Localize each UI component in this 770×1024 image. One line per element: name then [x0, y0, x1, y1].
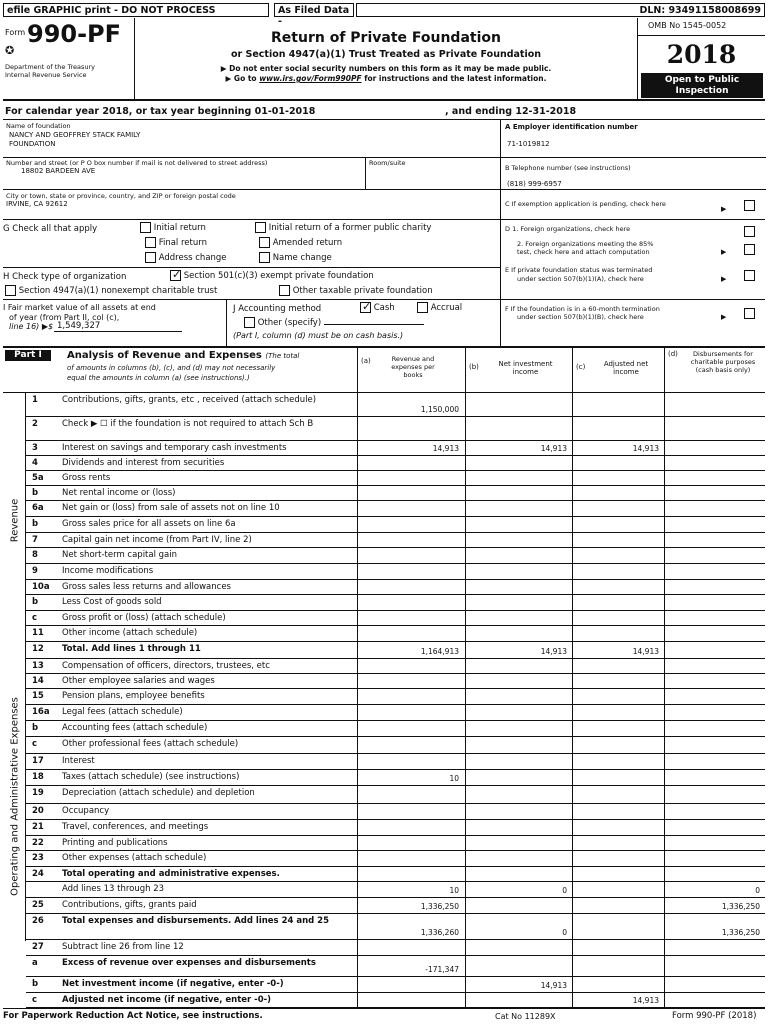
final-return[interactable]: Final return [145, 237, 207, 248]
row-number: 21 [32, 822, 44, 832]
row-label: Contributions, gifts, grants paid [62, 900, 197, 910]
city-address: IRVINE, CA 92612 [6, 200, 68, 208]
cell-col-d: 0 [755, 886, 760, 895]
initial-former[interactable]: Initial return of a former public charity [255, 222, 431, 233]
table-row [26, 611, 765, 626]
fmv-label-3: line 16) ▶$ [9, 322, 54, 331]
room-label: Room/suite [365, 157, 409, 189]
table-row [26, 501, 765, 517]
tax-year-line: For calendar year 2018, or tax year beginning 01-01-2018 [5, 106, 316, 117]
f-checkbox[interactable] [744, 308, 755, 319]
row-number: c [32, 613, 38, 623]
arrow-icon: ▶ [721, 313, 727, 321]
row-label: Other professional fees (attach schedule) [62, 739, 239, 749]
row-number: a [32, 958, 38, 968]
part-title: Analysis of Revenue and Expenses (The total [67, 350, 300, 361]
dept-treasury: Department of the Treasury [5, 63, 96, 71]
ssn-note: ▶ Do not enter social security numbers on this form as it may be made public. [220, 64, 552, 73]
row-number: 14 [32, 676, 44, 686]
city-label: City or town, state or province, country, and ZIP or foreign postal code [6, 192, 236, 200]
table-row [26, 417, 765, 441]
address-change-checkbox[interactable] [145, 252, 156, 263]
address-change[interactable]: Address change [145, 252, 227, 263]
expenses-side-label: Operating and Administrative Expenses [9, 697, 21, 896]
other-checkbox[interactable] [244, 317, 255, 328]
table-row [26, 940, 765, 956]
row-number: b [32, 519, 39, 529]
name-change[interactable]: Name change [259, 252, 332, 263]
row-number: 10a [32, 582, 50, 592]
footer-notice: For Paperwork Reduction Act Notice, see instructions. [3, 1011, 263, 1021]
table-row [26, 580, 765, 595]
cell-col-a: 1,164,913 [420, 647, 459, 656]
row-number: 22 [32, 838, 44, 848]
row-number: 18 [32, 772, 44, 782]
row-label: Net investment income (if negative, enter -0-) [62, 979, 284, 989]
exemption-checkbox[interactable] [744, 200, 755, 211]
row-label: Pension plans, employee benefits [62, 691, 205, 701]
cell-col-c: 14,913 [632, 996, 659, 1005]
inspection-badge: Open to Public Inspection [641, 73, 763, 98]
arrow-icon: ▶ [721, 205, 727, 213]
initial-return-checkbox[interactable] [140, 222, 151, 233]
cell-col-d: 1,336,250 [721, 902, 760, 911]
expenses-side [3, 659, 26, 941]
table-row [26, 456, 765, 471]
form-number: 990-PF [27, 20, 122, 48]
street-label: Number and street (or P O box number if mail is not delivered to street address) [6, 159, 268, 167]
arrow-icon: ▶ [721, 275, 727, 283]
row-label: Subtract line 26 from line 12 [62, 942, 184, 952]
table-row [26, 517, 765, 533]
table-row [26, 548, 765, 564]
final-return-checkbox[interactable] [145, 237, 156, 248]
initial-return[interactable]: Initial return [140, 222, 206, 233]
table-row [26, 737, 765, 754]
table-row [26, 993, 765, 1008]
table-row [26, 820, 765, 836]
form-title: Return of Private Foundation [271, 30, 501, 46]
revenue-side [3, 393, 26, 659]
other-option[interactable]: Other (specify) [244, 317, 424, 328]
cell-col-d: 1,336,250 [721, 928, 760, 937]
cell-col-a: 10 [449, 886, 459, 895]
table-row [26, 595, 765, 611]
instructions-note: ▶ Go to www.irs.gov/Form990PF for instructions and the latest information. [225, 74, 547, 83]
row-number: 23 [32, 853, 44, 863]
d-e-block [500, 220, 765, 300]
j-label: J Accounting method [233, 304, 322, 314]
col-c-header: (c) Adjusted net income [572, 348, 664, 392]
row-label: Gross rents [62, 473, 111, 483]
h-501c3-checkbox[interactable] [170, 270, 181, 281]
h-other[interactable]: Other taxable private foundation [279, 285, 433, 296]
cell-col-a: 14,913 [432, 444, 459, 453]
form-prefix: Form [5, 28, 26, 37]
efile-banner: efile GRAPHIC print - DO NOT PROCESS [3, 3, 269, 17]
row-label: Occupancy [62, 806, 110, 816]
e-label-b: under section 507(b)(1)(A), check here [517, 275, 644, 283]
row-number: b [32, 979, 39, 989]
table-row [26, 914, 765, 940]
row-label: Adjusted net income (if negative, enter -0-) [62, 995, 272, 1005]
row-label: Check ▶ ☐ if the foundation is not required to attach Sch B [62, 419, 314, 429]
cell-col-b: 14,913 [540, 647, 567, 656]
table-row [26, 564, 765, 580]
h-other-checkbox[interactable] [279, 285, 290, 296]
h-4947-checkbox[interactable] [5, 285, 16, 296]
fmv-label-2: of year (from Part II, col (c), [9, 312, 120, 322]
table-row [26, 804, 765, 820]
tax-year: 2018 [666, 40, 737, 69]
fmv-block [3, 303, 156, 322]
row-label: Other income (attach schedule) [62, 628, 198, 638]
row-number: 27 [32, 942, 44, 952]
table-row [26, 689, 765, 705]
cell-col-a: -171,347 [425, 965, 459, 974]
row-number: 11 [32, 628, 44, 638]
part-tag: Part I [5, 350, 51, 361]
row-label: Gross sales less returns and allowances [62, 582, 231, 592]
row-number: b [32, 488, 39, 498]
row-label: Net gain or (loss) from sale of assets not on line 10 [62, 503, 280, 513]
footer-form: Form 990-PF (2018) [672, 1011, 757, 1021]
row-label: Printing and publications [62, 838, 168, 848]
row-number: 7 [32, 535, 38, 545]
org-name-line1: NANCY AND GEOFFREY STACK FAMILY [9, 131, 141, 139]
g-label: G Check all that apply [3, 224, 98, 234]
cell-col-b: 14,913 [540, 981, 567, 990]
row-number: 16a [32, 707, 50, 717]
table-row [26, 898, 765, 914]
cell-col-a: 1,150,000 [420, 405, 459, 414]
d2-label-a: 2. Foreign organizations meeting the 85% [517, 240, 654, 248]
cash-option[interactable]: ✓ Cash [360, 302, 395, 313]
table-row [26, 882, 765, 898]
table-row [26, 705, 765, 721]
row-label: Net short-term capital gain [62, 550, 178, 560]
row-number: b [32, 597, 39, 607]
dln-banner: DLN: 93491158008699 [356, 3, 765, 17]
col-b-header: (b) Net investment income [465, 348, 572, 392]
row-label: Total expenses and disbursements. Add lines 24 and 25 [62, 916, 330, 926]
row-label: Interest [62, 756, 95, 766]
row-label: Accounting fees (attach schedule) [62, 723, 208, 733]
part-desc-1: of amounts in columns (b), (c), and (d) may not necessarily [67, 364, 276, 372]
row-number: 26 [32, 916, 44, 926]
row-label: Total. Add lines 1 through 11 [62, 644, 201, 654]
col-d-header: (d) Disbursements for charitable purposes (cash basis only) [664, 348, 765, 392]
table-row [26, 659, 765, 674]
dept-irs: Internal Revenue Service [5, 71, 87, 79]
e-label-a: E If private foundation status was terminated [505, 266, 653, 274]
row-number: c [32, 995, 38, 1005]
fmv-label-1: I Fair market value of all assets at end [3, 303, 156, 312]
row-label: Interest on savings and temporary cash investments [62, 443, 287, 453]
cell-col-c: 14,913 [632, 647, 659, 656]
cell-col-c: 14,913 [632, 444, 659, 453]
amended-return[interactable]: Amended return [259, 237, 342, 248]
e-checkbox[interactable] [744, 270, 755, 281]
table-row [26, 754, 765, 770]
row-label: Legal fees (attach schedule) [62, 707, 183, 717]
table-row [26, 836, 765, 851]
revenue-side-label: Revenue [9, 498, 21, 543]
org-name-line2: FOUNDATION [9, 140, 56, 148]
row-number: 2 [32, 419, 38, 429]
h-4947[interactable]: Section 4947(a)(1) nonexempt charitable trust [5, 285, 217, 296]
row-number: 8 [32, 550, 38, 560]
accrual-checkbox[interactable] [417, 302, 428, 313]
cell-col-a: 1,336,250 [420, 902, 459, 911]
accrual-option[interactable]: Accrual [417, 302, 462, 313]
row-label: Excess of revenue over expenses and disbursements [62, 958, 316, 968]
table-row [26, 721, 765, 737]
table-row [26, 851, 765, 867]
initial-former-checkbox[interactable] [255, 222, 266, 233]
irs-eagle-icon: ✪ [5, 44, 15, 57]
cash-checkbox[interactable] [360, 302, 371, 313]
row-label: Compensation of officers, directors, trustees, etc [62, 661, 270, 671]
row-label: Total operating and administrative expenses. [62, 869, 280, 879]
d1-label: D 1. Foreign organizations, check here [505, 225, 631, 233]
table-row [26, 441, 765, 456]
irs-link[interactable]: www.irs.gov/Form990PF [259, 74, 362, 83]
col-a-header: (a) Revenue and expenses per books [357, 348, 465, 392]
table-row [26, 867, 765, 882]
accounting-block [226, 300, 500, 346]
ein-value: 71-1019812 [507, 140, 550, 148]
row-number: b [32, 723, 39, 733]
f-label-a: F If the foundation is in a 60-month termination [505, 305, 660, 313]
table-row [26, 977, 765, 993]
d2-checkbox[interactable] [744, 244, 755, 255]
fmv-value: 1,549,327 [54, 321, 182, 332]
row-number: 9 [32, 566, 38, 576]
phone-value: (818) 999-6957 [507, 180, 562, 188]
amended-return-checkbox[interactable] [259, 237, 270, 248]
row-label: Other expenses (attach schedule) [62, 853, 207, 863]
cell-col-a: 10 [449, 774, 459, 783]
cell-col-b: 14,913 [540, 444, 567, 453]
f-label-b: under section 507(b)(1)(B), check here [517, 313, 644, 321]
table-row [26, 533, 765, 548]
row-label: Travel, conferences, and meetings [62, 822, 209, 832]
j-note: (Part I, column (d) must be on cash basis.) [233, 331, 404, 340]
row-number: 12 [32, 644, 44, 654]
row-label: Contributions, gifts, grants, etc , received (attach schedule) [62, 395, 317, 405]
table-row [26, 626, 765, 642]
row-label: Add lines 13 through 23 [62, 884, 165, 894]
table-row [26, 471, 765, 486]
table-row [26, 956, 765, 977]
cell-col-b: 0 [562, 886, 567, 895]
h-label: H Check type of organization [3, 272, 127, 282]
divider [3, 267, 500, 268]
row-number: 4 [32, 458, 38, 468]
table-row [26, 393, 765, 417]
ein-block [500, 120, 765, 219]
row-label: Income modifications [62, 566, 154, 576]
table-row [26, 786, 765, 804]
part-desc-2: equal the amounts in column (a) (see instructions).) [67, 374, 250, 382]
filed-banner: As Filed Data - [274, 3, 354, 17]
row-number: 17 [32, 756, 44, 766]
cell-col-a: 1,336,260 [420, 928, 459, 937]
d1-checkbox[interactable] [744, 226, 755, 237]
d2-label-b: test, check here and attach computation [517, 248, 650, 256]
omb-number: OMB No 1545-0052 [638, 18, 765, 36]
street-address: 18802 BARDEEN AVE [21, 167, 96, 175]
row-number: 15 [32, 691, 44, 701]
row-number: c [32, 739, 38, 749]
form-id-block [3, 18, 135, 101]
footer-cat: Cat No 11289X [495, 1012, 556, 1021]
ein-label: A Employer identification number [505, 123, 638, 131]
tax-year-ending: , and ending 12-31-2018 [445, 106, 577, 117]
form-subtitle: or Section 4947(a)(1) Trust Treated as Private Foundation [230, 49, 542, 60]
row-label: Other employee salaries and wages [62, 676, 215, 686]
f-block [500, 300, 765, 346]
phone-label: B Telephone number (see instructions) [505, 164, 631, 172]
row-label: Gross sales price for all assets on line 6a [62, 519, 236, 529]
org-info [3, 120, 500, 219]
row-label: Depreciation (attach schedule) and depletion [62, 788, 255, 798]
year-block [637, 18, 765, 101]
table-row [26, 770, 765, 786]
row-label: Taxes (attach schedule) (see instructions) [62, 772, 240, 782]
row-label: Net rental income or (loss) [62, 488, 176, 498]
row-number: 1 [32, 395, 38, 405]
cell-col-b: 0 [562, 928, 567, 937]
table-row [26, 642, 765, 659]
row-number: 24 [32, 869, 44, 879]
arrow-icon: ▶ [721, 248, 727, 256]
row-number: 3 [32, 443, 38, 453]
row-label: Capital gain net income (from Part IV, line 2) [62, 535, 252, 545]
row-number: 19 [32, 788, 44, 798]
name-change-checkbox[interactable] [259, 252, 270, 263]
org-name-label: Name of foundation [6, 122, 71, 130]
exemption-label: C If exemption application is pending, check here [505, 200, 666, 208]
row-number: 6a [32, 503, 44, 513]
row-label: Gross profit or (loss) (attach schedule) [62, 613, 226, 623]
table-row [26, 674, 765, 689]
row-number: 20 [32, 806, 44, 816]
row-label: Less Cost of goods sold [62, 597, 162, 607]
row-number: 25 [32, 900, 44, 910]
table-row [26, 486, 765, 501]
row-label: Dividends and interest from securities [62, 458, 225, 468]
row-number: 5a [32, 473, 44, 483]
h-501c3[interactable]: ✓ Section 501(c)(3) exempt private foundation [170, 270, 374, 281]
row-number: 13 [32, 661, 44, 671]
